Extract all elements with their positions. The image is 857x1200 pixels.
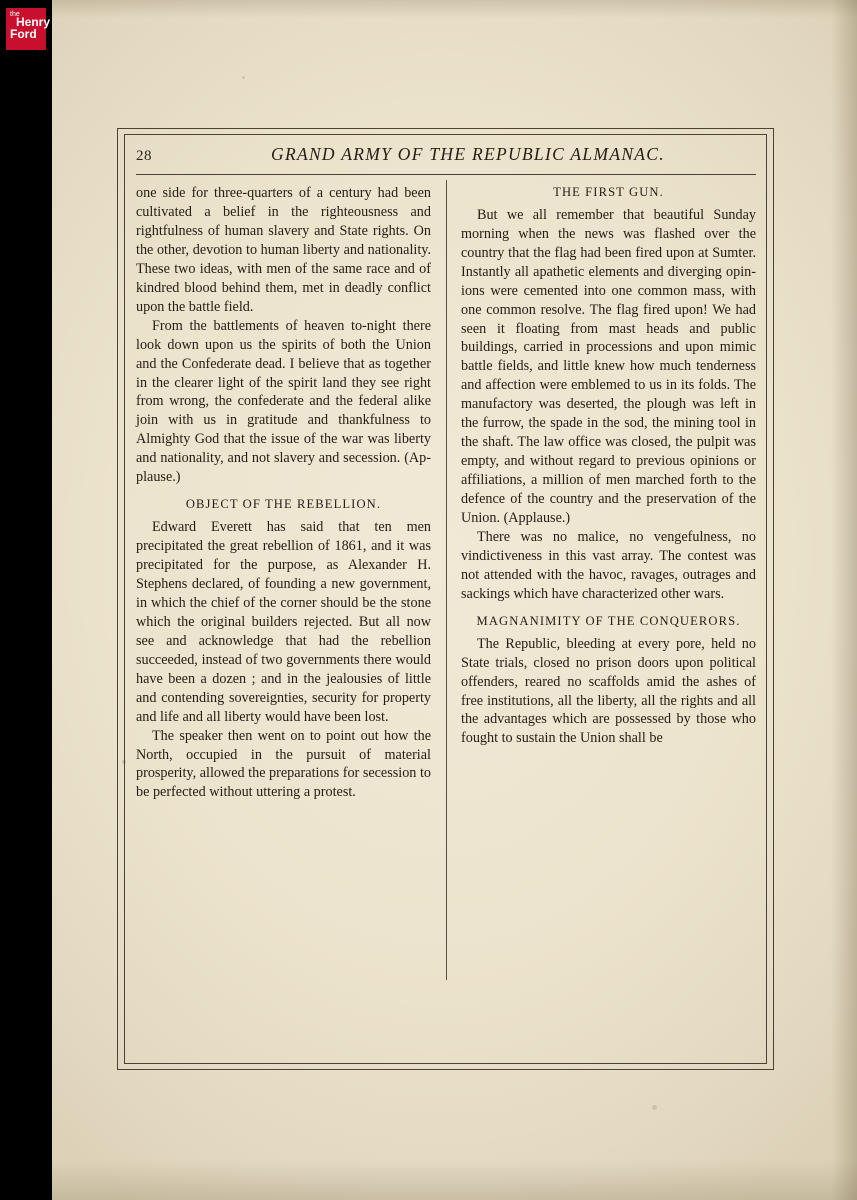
paragraph: There was no malice, no vengefulness, no vindictiveness in this vast array. The contest was not attended with the havoc, ravages, outrages and sackings which have characterized other wars.	[461, 529, 756, 602]
the-henry-ford-logo	[6, 8, 51, 50]
paper-speck	[242, 76, 245, 79]
paragraph: The speaker then went on to point out how the North, occupied in the pursuit of material prosperity, allowed the preparations for secession to be perfected without uttering a protest.	[136, 727, 431, 801]
page-header	[136, 142, 756, 176]
paragraph: Edward Everett has said that ten men precipitated the great rebellion of 1861, and it was precipitated for the purpose, as Alexander H. Stephens declared, of founding a new government, in which the chief of the corner should be the stone which the original builders rejected. But all now see and acknowledge that had the rebellion succeeded, instead of two governments there would have been a dozen ; and in the jealousies of little and contending sovereignties, security for property and life and all liberty would have been lost.	[136, 519, 431, 725]
logo-ford-text: Ford	[10, 26, 37, 41]
column-left	[136, 184, 431, 802]
book-page-image	[52, 0, 857, 1200]
page-edge-shading-top	[52, 0, 857, 18]
paragraph: The Republic, bleeding at every pore, held no State trials, closed no prison doors upon political offenders, reared no scaffolds amid the ashes of free institutions, all the liberty, all the rights and all the advantages which are possessed by those who fought to sustain the Union shall be	[461, 635, 756, 747]
running-title: GRAND ARMY OF THE REPUBLIC ALMANAC.	[271, 144, 665, 164]
page-paper	[52, 0, 857, 1200]
column-right	[461, 184, 756, 748]
header-rule	[136, 174, 756, 175]
section-subheading: THE FIRST GUN.	[553, 185, 664, 199]
paper-speck	[652, 1105, 657, 1110]
paragraph: From the battlements of heaven to-night there look down upon us the spirits of both the Union and the Confederate dead. I believe that as together in the clearer light of the spirit land they see right from wrong, the confederate and the federal alike join with us in gratitude and thankfulness to Almighty God that the issue of the war was liberty and nationality, and not slavery and secession. (Applause.)	[136, 317, 431, 486]
section-subheading: MAGNANIMITY OF THE CONQUERORS.	[476, 613, 741, 628]
left-gutter	[0, 0, 52, 1200]
page-edge-shading-right	[831, 0, 857, 1200]
page-number: 28	[136, 148, 152, 164]
paragraph: one side for three-quarters of a century had been cultivated a belief in the righteousness and rightfulness of human slavery and State rights. On the other, devotion to human liberty and nationality. These two ideas, with men of the same race and of kindred blood behind them, met in deadly conflict upon the battle field.	[136, 185, 431, 315]
text-columns	[136, 184, 756, 1044]
section-subheading: OBJECT OF THE REBELLION.	[185, 497, 382, 512]
page-content	[136, 142, 756, 1052]
paragraph: But we all remember that beautiful Sunday morning when the news was flashed over the country that the flag had been fired upon at Sumter. Instantly all apathetic elements and diverging opinions were cemented into one common mass, with one common resolve. The flag fired upon! We had seen it floating from mast heads and public buildings, carried in processions and upon mimic battle fields, and little knew how much tenderness and affection were emblemed to us in its folds. The manufactory was deserted, the plough was left in the furrow, the spade in the sod, the mining tool in the shaft. The law office was closed, the pulpit was empty, and without regard to previous opinions or affiliations, a million of men marched forth to the defence of the country and the preservation of the Union. (Applause.)	[461, 206, 756, 527]
page-edge-shading-bottom	[52, 1160, 857, 1200]
logo-the-text: the	[10, 11, 20, 18]
logo-henry-text: Henry	[16, 15, 51, 30]
column-divider-rule	[446, 180, 447, 980]
